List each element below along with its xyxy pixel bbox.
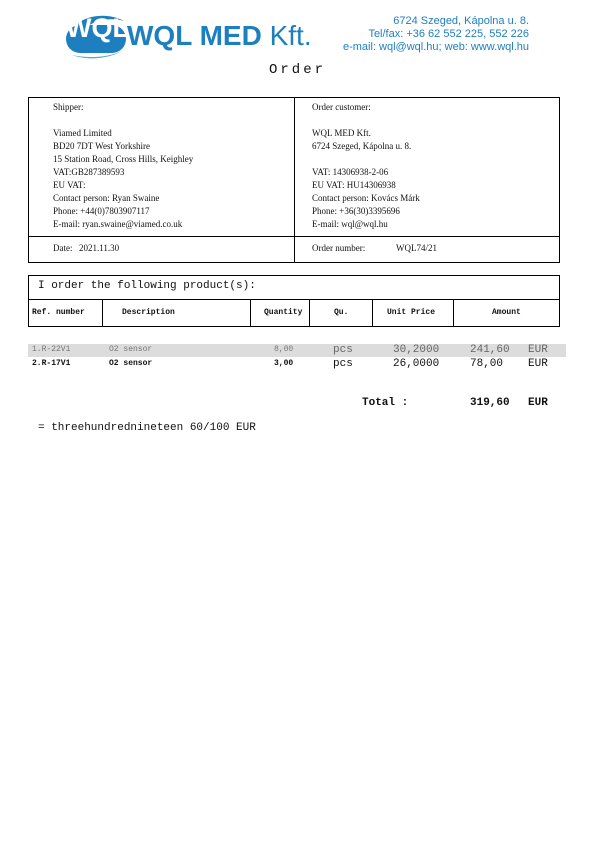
date-label: Date: — [53, 243, 73, 253]
shipper-line: VAT:GB287389593 — [53, 167, 125, 177]
company-name-thin: Kft. — [269, 20, 312, 51]
row-ref: 2.R-17V1 — [32, 359, 71, 368]
row-qty: 8,00 — [274, 345, 294, 354]
parties-divider — [294, 97, 295, 263]
total-in-words: = threehundrednineteen 60/100 EUR — [38, 422, 256, 434]
shipper-line: BD20 7DT West Yorkshire — [53, 141, 150, 151]
col-divider — [102, 299, 103, 327]
row-amount: 241,60 — [470, 344, 510, 356]
products-intro: I order the following product(s): — [38, 280, 256, 292]
shipper-line: Contact person: Ryan Swaine — [53, 193, 160, 203]
col-divider — [250, 299, 251, 327]
row-currency: EUR — [528, 344, 548, 356]
order-number-label: Order number: — [312, 243, 366, 253]
row-price: 30,2000 — [393, 344, 440, 356]
customer-line: Phone: +36(30)3395696 — [312, 206, 400, 216]
date-value: 2021.11.30 — [79, 243, 120, 253]
row-price: 26,0000 — [393, 358, 440, 370]
products-intro-divider — [28, 299, 560, 300]
col-divider — [372, 299, 373, 327]
row-desc: O2 sensor — [109, 345, 153, 354]
shipper-line: EU VAT: — [53, 180, 86, 190]
row-desc: O2 sensor — [109, 359, 153, 368]
customer-line: E-mail: wql@wql.hu — [312, 219, 388, 229]
total-currency: EUR — [528, 397, 548, 409]
row-unit: pcs — [333, 358, 353, 370]
company-telfax: Tel/fax: +36 62 552 225, 552 226 — [368, 28, 529, 40]
customer-line: 6724 Szeged, Kápolna u. 8. — [312, 141, 412, 151]
header-description: Description — [122, 308, 175, 317]
row-amount: 78,00 — [470, 358, 504, 370]
shipper-heading: Shipper: — [53, 102, 84, 112]
customer-heading: Order customer: — [312, 102, 371, 112]
col-divider — [309, 299, 310, 327]
customer-line: Contact person: Kovács Márk — [312, 193, 420, 203]
shipper-line: Phone: +44(0)7803907117 — [53, 206, 150, 216]
header-unit: Qu. — [334, 308, 349, 317]
shipper-line: E-mail: ryan.swaine@viamed.co.uk — [53, 219, 183, 229]
company-name — [127, 20, 312, 52]
company-email-web: e-mail: wql@wql.hu; web: www.wql.hu — [342, 41, 529, 53]
header-unit-price: Unit Price — [387, 308, 436, 317]
order-number-value: WQL74/21 — [396, 243, 437, 253]
company-name-bold: WQL MED — [127, 20, 262, 51]
header-amount: Amount — [492, 308, 521, 317]
col-divider — [453, 299, 454, 327]
row-currency: EUR — [528, 358, 548, 370]
customer-line: VAT: 14306938-2-06 — [312, 167, 389, 177]
logo-mark: WQL — [66, 13, 129, 43]
row-ref: 1.R-22V1 — [32, 345, 71, 354]
total-value: 319,60 — [470, 397, 510, 409]
customer-line: WQL MED Kft. — [312, 128, 371, 138]
company-address: 6724 Szeged, Kápolna u. 8. — [393, 15, 529, 27]
parties-footer-divider — [28, 236, 560, 237]
total-label: Total : — [362, 397, 409, 409]
row-unit: pcs — [333, 344, 353, 356]
shipper-line: Viamed Limited — [53, 128, 112, 138]
customer-line: EU VAT: HU14306938 — [312, 180, 396, 190]
header-quantity: Quantity — [264, 308, 303, 317]
header-ref-number: Ref. number — [32, 308, 85, 317]
row-qty: 3,00 — [274, 359, 294, 368]
page-title: Order — [268, 62, 326, 78]
shipper-line: 15 Station Road, Cross Hills, Keighley — [53, 154, 194, 164]
